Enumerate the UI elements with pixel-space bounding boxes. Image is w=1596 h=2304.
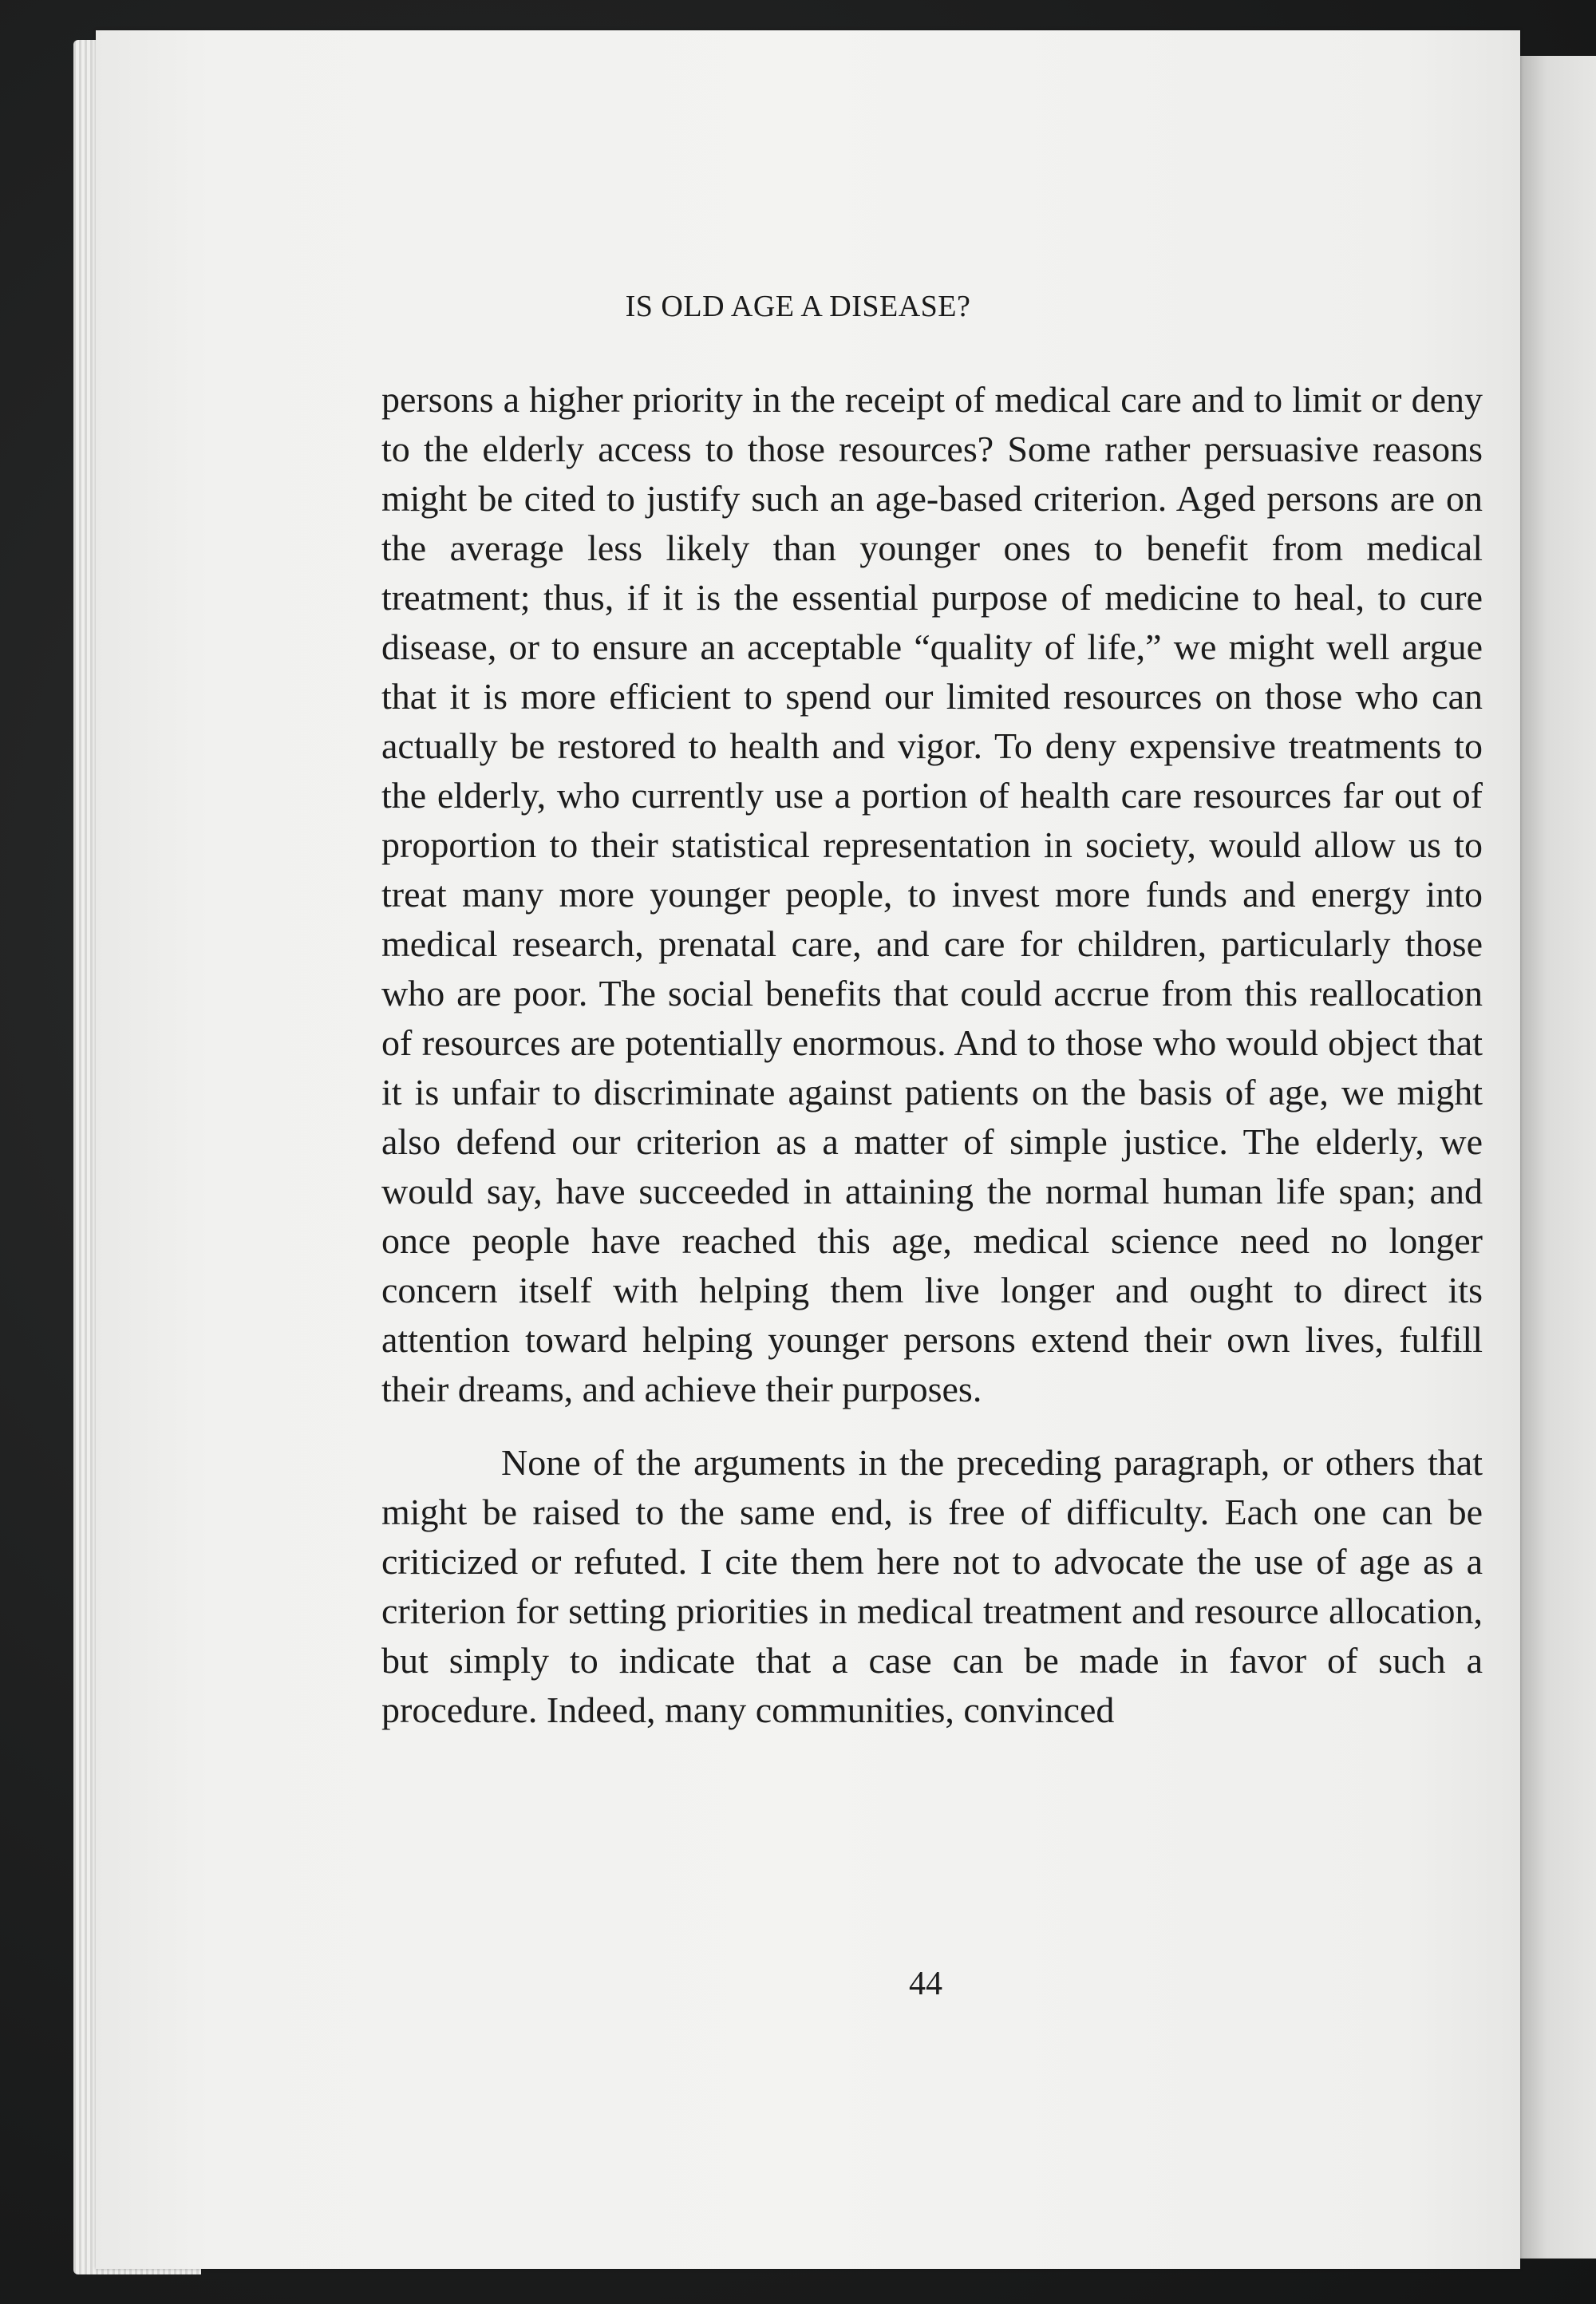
paragraph-1: persons a higher priority in the receipt of medical care and to limit or deny to the elderly access to those resources? Some rather persuasive reasons might be cited to justify such an age-based criterion. Aged persons are on the average less likely than younger ones to benefit from medical treatment; thus, if it is the essential purpose of medicine to heal, to cure disease, or to ensure an acceptable “quality of life,” we might well argue that it is more efficient to spend our limited resources on those who can actually be restored to health and vigor. To deny expensive treatments to the elderly, who currently use a portion of health care resources far out of proportion to their statistical representation in society, would allow us to treat many more younger people, to invest more funds and energy into medical research, prenatal care, and care for children, particularly those who are poor. The social benefits that could accrue from this reallocation of resources are potentially enormous. And to those who would object that it is unfair to discriminate against patients on the basis of age, we might also defend our criterion as a matter of simple justice. The elderly, we would say, have succeeded in attaining the normal human life span; and once people have reached this age, medical science need no longer concern itself with helping them live longer and ought to direct its attention toward helping younger persons extend their own lives, fulfill their dreams, and achieve their purposes. (381, 379, 1483, 1409)
page-number: 44 (909, 1966, 942, 2002)
body-text (381, 375, 1483, 1735)
paragraph-2: None of the arguments in the preceding paragraph, or others that might be raised to the same end, is free of difficulty. Each one can be criticized or refuted. I cite them here not to advocate the use of age as a criterion for setting priorities in medical treatment and resource allocation, but simply to indicate that a case can be made in favor of such a procedure. Indeed, many communities, convinced (381, 1442, 1483, 1730)
adjacent-page-edge (1520, 56, 1596, 2259)
running-head: IS OLD AGE A DISEASE? (625, 290, 971, 323)
